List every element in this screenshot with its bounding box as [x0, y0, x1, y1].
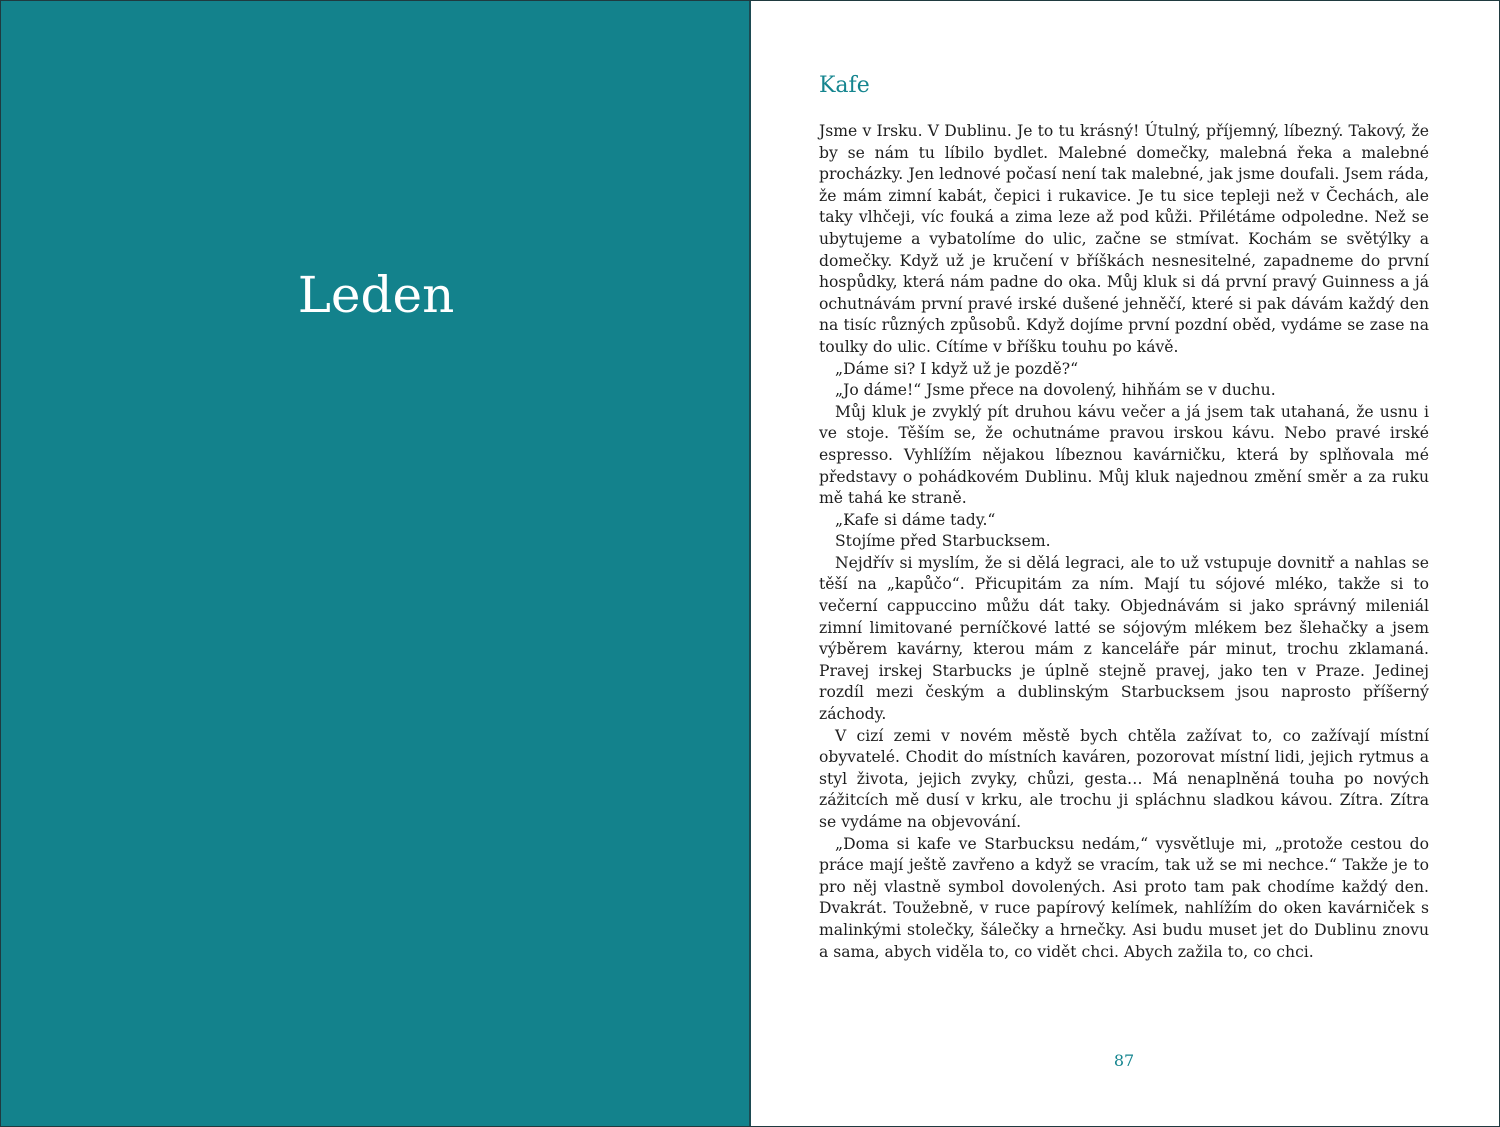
body-text — [819, 121, 1429, 963]
paragraph: „Kafe si dáme tady.“ — [835, 510, 996, 529]
paragraph: „Jo dáme!“ Jsme přece na dovolený, hihňám se v duchu. — [835, 381, 1276, 400]
paragraph: Stojíme před Starbucksem. — [835, 532, 1051, 551]
page-number: 87 — [1113, 1051, 1135, 1070]
text-page — [751, 1, 1499, 1126]
paragraph: Můj kluk je zvyklý pít druhou kávu večer a já jsem tak utahaná, že usnu i ve stoje. Těším se, že ochutnáme pravou irskou kávu. Nebo pravé irské espresso. Vyhlížím nějakou líbeznou kavárničku, která by splňovala mé představy o pohádkovém Dublinu. Můj kluk najednou změní směr a za ruku mě tahá ke straně. — [819, 402, 1429, 508]
paragraph: V cizí zemi v novém městě bych chtěla zažívat to, co zažívají místní obyvatelé. Chodit do místních kaváren, pozorovat místní lidi, jejich rytmus a styl života, jejich zvyky, chůzi, gesta… Má nenaplněná touha po nových zážitcích mě dusí v krku, ale trochu ji spláchnu sladkou kávou. Zítra. Zítra se vydáme na objevování. — [819, 726, 1429, 831]
paragraph: „Dáme si? I když už je pozdě?“ — [835, 359, 1079, 378]
paragraph: Jsme v Irsku. V Dublinu. Je to tu krásný! Útulný, příjemný, líbezný. Takový, že by se nám tu líbilo bydlet. Malebné domečky, malebná řeka a malebné procházky. Jen lednové počasí není tak malebné, jak jsme doufali. Jsem ráda, že mám zimní kabát, čepici i rukavice. Je tu sice tepleji než v Čechách, ale taky vlhčeji, víc fouká a zima leze až pod kůži. Přilétáme odpoledne. Než se ubytujeme a vybatolíme do ulic, začne se stmívat. Kochám se světýlky a domečky. Když už je kručení v bříškách nesnesitelné, zapadneme do první hospůdky, která nám padne do oka. Můj kluk si dá první pravý Guinness a já ochutnávám první pravé irské dušené jehněčí, které si pak dávám každý den na tisíc různých způsobů. Když dojíme první pozdní oběd, vydáme se zase na toulky do ulic. Cítíme v bříšku touhu po kávě. — [819, 122, 1429, 356]
paragraph: Nejdřív si myslím, že si dělá legraci, ale to už vstupuje dovnitř a nahlas se těší na „kapůčo“. Přicupitám za ním. Mají tu sójové mléko, takže si to večerní cappuccino můžu dát taky. Objednávám si jako správný mileniál zimní limitované perníčkové latté se sójovým mlékem bez šlehačky a jsem výběrem kavárny, kterou mám z kanceláře pár minut, trochu zklamaná. Pravej irskej Starbucks je úplně stejně pravej, jako ten v Praze. Jedinej rozdíl mezi českým a dublinským Starbucksem jsou naprosto příšerný záchody. — [819, 553, 1429, 724]
chapter-opener-page — [1, 1, 751, 1126]
section-title: Kafe — [819, 73, 870, 98]
paragraph: „Doma si kafe ve Starbucksu nedám,“ vysvětluje mi, „protože cestou do práce mají ještě zavřeno a když se vracím, tak už se mi nechce.“ Takže je to pro něj vlastně symbol dovolených. Asi proto tam pak chodíme každý den. Dvakrát. Toužebně, v ruce papírový kelímek, nahlížím do oken kavárniček s malinkými stolečky, šálečky a hrnečky. Asi budu muset jet do Dublinu znovu a sama, abych viděla to, co vidět chci. Abych zažila to, co chci. — [819, 834, 1429, 961]
chapter-title: Leden — [297, 266, 455, 324]
